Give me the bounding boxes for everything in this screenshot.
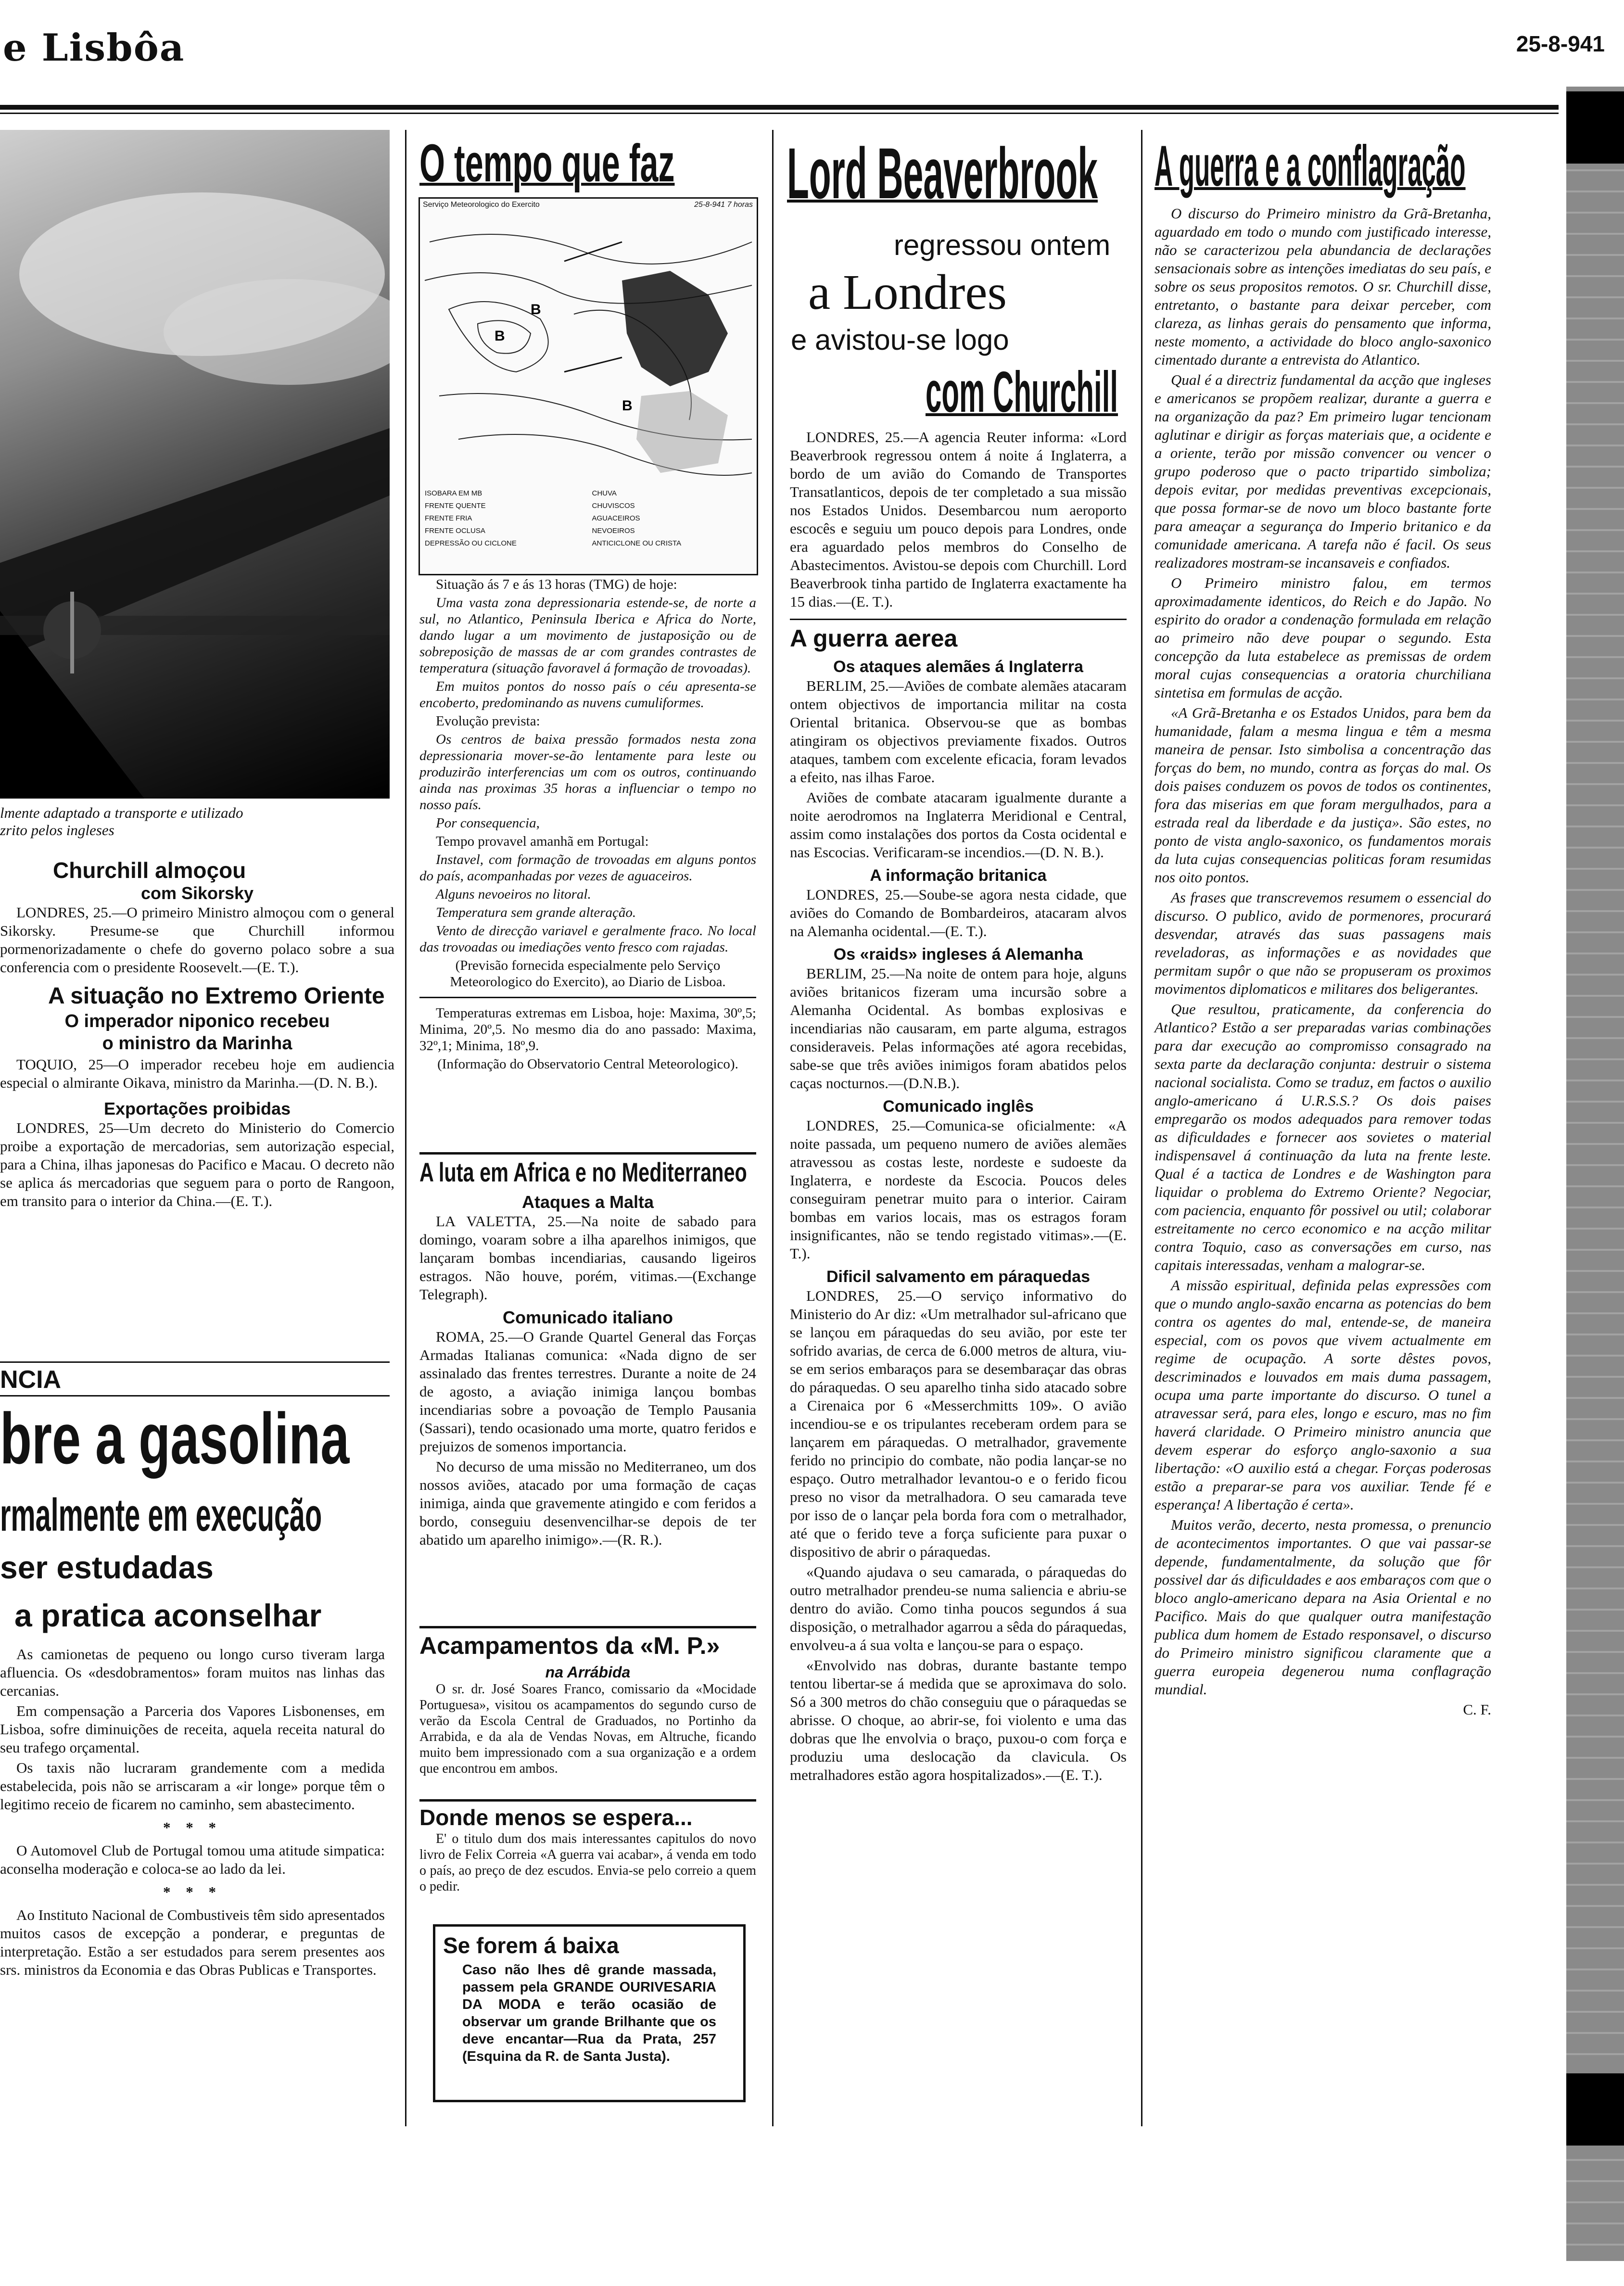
- luta-section: [419, 1156, 756, 1551]
- column-rule-2: [772, 130, 774, 2126]
- salvamento-article-2: «Quando ajudava o seu camarada, o páraquedas do outro metralhador prendeu-se numa saliencia e abriu-se dentro do avião. Como tinha poucos segundos á sua disposição, o metralhador agarrou a sêda do páraquedas, envolveu-a á sua volta e lançou-se para o espaço.: [790, 1563, 1127, 1653]
- isobar-map-icon: [420, 213, 757, 483]
- acampamentos-article: O sr. dr. José Soares Franco, comissario da «Mocidade Portuguesa», visitou os acampamentos do segundo curso de verão da Escola Central de Graduados, no Portinho da Arrabida, e da ala de Vendas Novas, em Altruche, ficando muito bem impressionado com a sua organização e a ordem que encontrou em ambos.: [419, 1682, 756, 1776]
- legend-chuviscos: CHUVISCOS: [592, 502, 635, 510]
- ataques-alemaes-article: BERLIM, 25.—Aviões de combate alemães atacaram ontem objectivos de importancia militar na costa Oriental britanica. Observou-se que as bombas atingiram os objectivos previamente fixados. Outros ataques, tambem com excelente eficacia, foram levados a efeito, nas ilhas Faroe.: [790, 677, 1127, 786]
- churchill-subhead: com Sikorsky: [140, 883, 254, 903]
- beaverbrook-deck-4: com Churchill: [926, 360, 1118, 424]
- gasolina-subheadline: rmalmente em execução: [0, 1489, 322, 1541]
- italiano-article: ROMA, 25.—O Grande Quartel General das Forças Armadas Italianas comunica: «Nada digno de ser assinalado das frentes terrestres. Durante a noite de 24 de agosto, a aviação inimiga lançou bombas incendiarias sobre a povoação de Templo Pausania (Sassari), tendo ocasionado uma morte, quatro feridos e prejuizos de somenos importancia.: [419, 1328, 756, 1455]
- oriente-article: TOQUIO, 25—O imperador recebeu hoje em audiencia especial o almirante Oikava, ministro da Marinha.—(D. N. B.).: [0, 1056, 394, 1091]
- salvamento-subhead: Dificil salvamento em páraquedas: [826, 1268, 1090, 1286]
- baixa-headline: Se forem á baixa: [443, 1933, 619, 1958]
- comunicado-ingles-article: LONDRES, 25.—Comunica-se oficialmente: «A noite passada, um pequeno numero de aviões alemães atravessou as costas leste, nordeste e sudoeste da Inglaterra, e nordeste da Escocia. Poucos deles conseguiram penetrar muito para o interior. Cairam bombas em varios locais, mas os estragos foram insignificantes, não se tendo registado vitimas».—(E. T.).: [790, 1117, 1127, 1262]
- temperaturas-extremas: Temperaturas extremas em Lisboa, hoje: Maxima, 30º,5; Minima, 20º,5. No mesmo dia do ano passado: Maxima, 32º,1; Minima, 18º,9.: [419, 1005, 756, 1054]
- legend-depressao: DEPRESSÃO OU CICLONE: [425, 539, 517, 547]
- editorial-p2: Qual é a directriz fundamental da acção que ingleses e americanos se propõem realizar, durante a guerra e na organização da paz? Em primeiro lugar tencionam aglutinar e dirigir as forças materiais que, a ocidente e a oriente, terão por missão convencer ou vencer o grupo poderoso que o pacto tripartido simboliza; depois evitar, por medidas preventivas excepcionais, que possa formar-se de novo um bloco bastante forte para ameaçar a segurança do Imperio britanico e da comunidade americana. A tarefa não é facil. Os seus realizadores mostram-se incansaveis e confiados.: [1155, 371, 1491, 571]
- legend-isobara: ISOBARA EM MB: [425, 489, 482, 497]
- guerra-conflagracao-headline: A guerra e a conflagração: [1155, 134, 1466, 198]
- situacao-text-2: Em muitos pontos do nosso país o céu apresenta-se encoberto, predominando as nuvens cumuliformes.: [419, 679, 756, 711]
- informacao-britanica-article: LONDRES, 25.—Soube-se agora nesta cidade, que aviões do Comando de Bombardeiros, atacaram alvos na Alemanha ocidental.—(E. T.).: [790, 886, 1127, 940]
- section-rule: [0, 1361, 390, 1363]
- edge-block-top: [1566, 91, 1624, 164]
- legend-aguaceiros: AGUACEIROS: [592, 514, 640, 522]
- rule: [419, 997, 756, 998]
- situacao-intro: Situação ás 7 e ás 13 horas (TMG) de hoje:: [436, 577, 677, 592]
- tempo-article: [419, 576, 756, 1074]
- legend-chuva: CHUVA: [592, 489, 617, 497]
- acampamentos-subhead: na Arrábida: [545, 1664, 631, 1681]
- svg-text:B: B: [531, 302, 541, 318]
- airplane-silhouette-icon: [0, 130, 390, 799]
- donde-rule: [419, 1799, 756, 1802]
- legend-frente-quente: FRENTE QUENTE: [425, 502, 486, 510]
- oriente-headline: A situação no Extremo Oriente: [48, 983, 385, 1009]
- editorial-p7: A missão espiritual, definida pelas expressões com que o mundo anglo-saxão encarna as potencias do bem contra os agentes do mal, entende-se, de maneira especial, com os povos que vivem actualmente em regime de ocupação. A sorte dêstes povos, descriminados e louvados em mais duma passagem, ocupa uma parte importante do discurso. O tunel a atravessar será, para eles, longo e escuro, mas no fim haverá claridade. O Primeiro ministro anuncia que devem esperar do esforço anglo-saxonio a sua libertação: «O auxilio está a chegar. Forças poderosas estão a preparar-se para vos auxiliar. Tende fé e esperança! A libertação é certa».: [1155, 1277, 1491, 1513]
- provavel-litoral: Alguns nevoeiros no litoral.: [436, 887, 591, 902]
- legend-nevoeiros: NEVOEIROS: [592, 527, 635, 535]
- weather-map: [419, 197, 758, 575]
- masthead-date: 25-8-941: [1516, 31, 1605, 56]
- ataques-alemaes-article-2: Aviões de combate atacaram igualmente durante a noite aerodromos na Inglaterra Meridional e Central, assim como instalações dos portos da Costa ocidental e nas Escocias. Verificaram-se incendios.—(D. N. B.).: [790, 789, 1127, 861]
- section-rule-2: [0, 1395, 390, 1397]
- salvamento-article-3: «Envolvido nas dobras, durante bastante tempo tentou libertar-se á medida que se aproximava do solo. Só a 300 metros do chão conseguiu que o páraquedas se abrisse. O choque, ao abrir-se, foi violento e uma das dobras que lhe envolvia o braço, puxou-o com força e produziu uma deslocação da clavicula. Os metralhadores estão agora hospitalizados».—(E. T.).: [790, 1657, 1127, 1783]
- svg-text:B: B: [622, 398, 633, 414]
- raids-subhead: Os «raids» ingleses á Alemanha: [833, 945, 1083, 964]
- editorial-p1: O discurso do Primeiro ministro da Grã-Bretanha, aguardado em todo o mundo com justificado interesse, não se caracterizou pela abundancia de declarações sensacionais sobre as intenções imediatas do seu país, e sobre os seus propositos remotos. O sr. Churchill disse, entretanto, o bastante para deixar perceber, com clareza, as linhas gerais do pensamento que informa, neste momento, a actividade do bloco anglo-saxonico cimentado durante a entrevista do Atlantico.: [1155, 205, 1491, 368]
- informacao-britanica-subhead: A informação britanica: [870, 866, 1047, 885]
- editorial-p8: Muitos verão, decerto, nesta promessa, o prenuncio de acontecimentos importantes. O que vai passar-se depende, fundamentalmente, da solução que fôr possivel dar ás dificuldades e aos embaraços com que o bloco anglo-americano depara na Asia Oriental e no Pacifico. Mais do que qualquer outra manifestação publica dum homem de Estado responsavel, o discurso do Primeiro ministro significou claramente que a guerra europeia degenerou numa conflagração mundial.: [1155, 1516, 1491, 1698]
- gasolina-p3: Os taxis não lucraram grandemente com a medida estabelecida, pois não se arriscaram a «ir longe» porque têm o legitimo receio de ficarem no caminho, sem abastecimento.: [0, 1759, 385, 1813]
- provavel-vento: Vento de direcção variavel e geralmente fraco. No local das trovoadas ou imediações vento fresco com rajadas.: [419, 923, 756, 955]
- column-rule-1: [405, 130, 406, 2126]
- temperaturas-fonte: (Informação do Observatorio Central Meteorologico).: [437, 1056, 738, 1072]
- acampamentos-section: [419, 1632, 756, 1778]
- beaverbrook-deck-1: regressou ontem: [894, 229, 1111, 261]
- column-3: [790, 428, 1127, 1786]
- ncia-fragment: NCIA: [0, 1366, 62, 1394]
- malta-subhead: Ataques a Malta: [521, 1192, 654, 1212]
- exportacoes-subhead: Exportações proibidas: [103, 1099, 291, 1118]
- map-legend: [425, 487, 752, 550]
- comunicado-ingles-subhead: Comunicado inglês: [883, 1097, 1034, 1116]
- editorial-p3: O Primeiro ministro falou, em termos aproximadamente identicos, do Reich e do Japão. No espirito do orador a condenação formulada em relação ao primeiro não deve poupar o segundo. Esta concepção da luta estabelece as premissas de ordem moral cujas consequencias a oratoria churchiliana sintetisa em formulas de acção.: [1155, 574, 1491, 701]
- masthead-title: e Lisbôa: [3, 26, 185, 70]
- masthead: [0, 17, 1624, 85]
- beaverbrook-deck-3: e avistou-se logo: [791, 324, 1009, 356]
- raids-article: BERLIM, 25.—Na noite de ontem para hoje, alguns aviões britanicos fizeram uma incursão sobre a Alemanha Ocidental. As bombas explosivas e incendiarias não causaram, em parte alguma, estragos consideraveis. Pelas informações até agora recebidas, sabe-se que três aviões inimigos foram abatidos pelos caças nocturnos.—(D.N.B.).: [790, 965, 1127, 1092]
- beaverbrook-article: LONDRES, 25.—A agencia Reuter informa: «Lord Beaverbrook regressou ontem á noite á Inglaterra, a bordo de um avião do Comando de Transportes Transatlanticos, depois de ter completado a sua missão nos Estados Unidos. Desembarcou num aeroporto escocês e seguiu um pouco depois para Londres, onde era aguardado pelos membros do Conselho de Abastecimentos. Avistou-se depois com Churchill. Lord Beaverbrook tinha partido de Inglaterra exactamente ha 15 dias.—(E. T.).: [790, 429, 1127, 610]
- churchill-headline: Churchill almoçou: [53, 858, 246, 883]
- editorial-p4: «A Grã-Bretanha e os Estados Unidos, para bem da humanidade, falam a mesma lingua e têm a mesma maneira de pensar. Isto simbolisa a concentração das forças do bem, no mundo, contra as forças do mal. Os dois paises conduzem os povos de todos os continentes, fora das miserias em que foram mergulhados, para a estrada real da liberdade e da justiça». São estes, no ponto de vista anglo-saxonico, os fundamentos morais da luta cujas consequencias politicas foram resumidas nos oito pontos.: [1155, 704, 1491, 886]
- page-edge-shadow: [1566, 87, 1624, 2261]
- donde-article: E' o titulo dum dos mais interessantes capitulos do novo livro de Felix Correia «A guerra vai acabar», á venda em todo o país, ao preço de dez escudos. Envia-se pelo correio a quem o pedir.: [419, 1831, 756, 1894]
- acamp-rule: [419, 1626, 756, 1628]
- stars-divider: * * *: [163, 1883, 222, 1900]
- provavel-label: Tempo provavel amanhã em Portugal:: [436, 834, 649, 849]
- legend-frente-fria: FRENTE FRIA: [425, 514, 472, 522]
- column-rule-3: [1141, 130, 1142, 2126]
- donde-headline: Donde menos se espera...: [419, 1805, 693, 1830]
- legend-anticiclone: ANTICICLONE OU CRISTA: [592, 539, 682, 547]
- baixa-ad-text: Caso não lhes dê grande massada, passem pela GRANDE OURIVESARIA DA MODA e terão ocasião de observar um grande Brilhante que os deve encantar—Rua da Prata, 257 (Esquina da R. de Santa Justa).: [462, 1962, 716, 2064]
- gasolina-deck-1: ser estudadas: [0, 1549, 214, 1585]
- gasolina-article: [0, 1645, 385, 1981]
- oriente-subhead: O imperador niponico recebeu o ministro da Marinha: [64, 1011, 330, 1054]
- previsao-fonte: (Previsão fornecida especialmente pelo Serviço Meteorologico do Exercito), ao Diario de Lisboa.: [450, 958, 726, 990]
- gasolina-p1: As camionetas de pequeno ou longo curso tiveram larga afluencia. Os «desdobramentos» foram muitos nas linhas das cercanias.: [0, 1646, 385, 1699]
- column-4: [1155, 204, 1491, 1721]
- beaverbrook-deck-2: a Londres: [808, 265, 1007, 320]
- masthead-rule-thin: [0, 113, 1559, 114]
- evolucao-text: Os centros de baixa pressão formados nesta zona depressionaria mover-se-ão lentamente para leste ou produzirão interferencias um com os outros, continuando ainda nas proximas 35 horas a influenciar o tempo no nosso país.: [419, 732, 756, 813]
- gasolina-headline: bre a gasolina: [0, 1398, 350, 1479]
- provavel-text: Instavel, com formação de trovoadas em alguns pontos do país, acompanhadas por vezes de aguaceiros.: [419, 852, 756, 884]
- rule: [790, 619, 1127, 620]
- photo-caption: lmente adaptado a transporte e utilizado zrito pelos ingleses: [0, 804, 243, 838]
- malta-article: LA VALETTA, 25.—Na noite de sabado para domingo, voaram sobre a ilha aparelhos inimigos, que lançaram bombas incendiarias, causando ligeiros estragos. Não houve, porém, vitimas.—(Exchange Telegraph).: [419, 1213, 756, 1303]
- legend-frente-oclusa: FRENTE OCLUSA: [425, 527, 485, 535]
- situacao-text: Uma vasta zona depressionaria estende-se, de norte a sul, no Atlantico, Peninsula Iberica e Africa do Norte, dando lugar a um movimento de justaposição ou de sobreposição de massas de ar com grandes contrastes de temperatura (situação favoravel á formação de trovoadas).: [419, 595, 756, 676]
- tempo-headline: O tempo que faz: [419, 134, 675, 193]
- editorial-p5: As frases que transcrevemos resumem o essencial do discurso. O publico, avido de pormenores, procurará desvendar, através das suas passagens mais reveladoras, as informações e as novidades que permitam supôr o que não se propuseram os proximos movimentos diplomaticos e militares dos beligerantes.: [1155, 889, 1491, 997]
- map-header-right: 25-8-941 7 horas: [694, 201, 753, 209]
- luta-rule: [419, 1152, 756, 1155]
- column-1: [0, 856, 394, 1212]
- churchill-article: LONDRES, 25.—O primeiro Ministro almoçou com o general Sikorsky. Presume-se que Churchill informou pormenorizadamente o chefe do governo polaco sobre a sua conferencia com o presidente Roosevelt.—(E. T.).: [0, 904, 394, 976]
- edge-block-bottom: [1566, 2073, 1624, 2146]
- airplane-photo: [0, 130, 390, 799]
- svg-text:B: B: [495, 328, 505, 344]
- editorial-signature: C. F.: [1463, 1701, 1491, 1718]
- exportacoes-article: LONDRES, 25—Um decreto do Ministerio do Comercio proibe a exportação de mercadorias, sem autorização especial, para a China, ilhas japonesas do Pacifico e Macau. O decreto não se aplica ás mercadorias que seguem para o porto de Rangoon, em transito para o interior da China.—(E. T.).: [0, 1119, 394, 1209]
- donde-section: [419, 1804, 756, 1896]
- ataques-alemaes-subhead: Os ataques alemães á Inglaterra: [833, 658, 1083, 676]
- ad-box: [433, 1924, 746, 2102]
- gasolina-p5: Ao Instituto Nacional de Combustiveis têm sido apresentados muitos casos de excepção a ponderar, e preguntas de interpretação. Estão a ser estudados para serem presentes aos srs. ministros da Economia e das Obras Publicas e Transportes.: [0, 1906, 385, 1978]
- gasolina-p4: O Automovel Club de Portugal tomou uma atitude simpatica: aconselha moderação e coloca-se ao lado da lei.: [0, 1842, 385, 1877]
- editorial-p6: Que resultou, praticamente, da conferencia do Atlantico? Estão a ser preparadas varias combinações para dar execução ao compromisso consagrado na sexta parte da declaração conjunta: destruir o sistema nacional socialista. Como se traduz, em factos o auxilio anglo-americano á U.R.S.S.? Os dois paises empregarão os modos adequados para remover todas as dificuldades e fornecer aos sovietes o material indispensavel á continuação da luta na frente leste. Qual é a tactica de Londres e de Washington para liquidar o problema do Extremo Oriente? Negociar, com paciencia, enquanto fôr possivel ou util; colaborar estreitamente no cerco economico e na acção militar contra Toquio, caso as conversações em curso, nas capitais interessadas, venham a malograr-se.: [1155, 1001, 1491, 1273]
- beaverbrook-headline: Lord Beaverbrook: [787, 133, 1098, 214]
- evolucao-label: Evolução prevista:: [436, 713, 540, 729]
- guerra-aerea-headline: A guerra aerea: [790, 625, 958, 652]
- masthead-rule: [0, 105, 1559, 110]
- gasolina-p2: Em compensação a Parceria dos Vapores Lisbonenses, em Lisboa, sofre diminuições de receita, aquela receita natural do seu trafego orçamental.: [0, 1702, 385, 1756]
- provavel-temperatura: Temperatura sem grande alteração.: [436, 905, 636, 920]
- stars-divider: * * *: [163, 1819, 222, 1836]
- italiano-subhead: Comunicado italiano: [502, 1308, 673, 1327]
- por-consequencia: Por consequencia,: [436, 815, 540, 831]
- gasolina-deck-2: a pratica aconselhar: [14, 1598, 322, 1633]
- salvamento-article: LONDRES, 25.—O serviço informativo do Ministerio do Ar diz: «Um metralhador sul-africano que se lançou em páraquedas do seu avião, por este ter sofrido avarias, de cerca de 6.000 metros de altura, viu-se em serios embaraços para se desembaraçar das obras do páraquedas. O seu aparelho tinha sido atacado sobre a Cirenaica por 6 «Messerchmitts 109». O avião incendiou-se e os tripulantes receberam ordem para se lançarem em páraquedas. O metralhador, gravemente ferido no principio do combate, não podia lançar-se no espaço. Outro metralhador levantou-o e o ferido ficou preso no visor da metralhadora. O seu camarada teve por isso de o lançar pela borda fora com o metralhador, até que o ferido teve a força suficiente para puxar o dispositivo de abrir o páraquedas.: [790, 1287, 1127, 1560]
- luta-headline: A luta em Africa e no Mediterraneo: [419, 1157, 747, 1187]
- map-header-left: Serviço Meteorologico do Exercito: [423, 201, 540, 209]
- italiano-article-2: No decurso de uma missão no Mediterraneo, um dos nossos aviões, atacado por uma formação de caças inimiga, ainda que gravemente atingido e com feridos a bordo, conseguiu desenvencilhar-se depois de ter abatido um aparelho inimigo».—(R. R.).: [419, 1458, 756, 1548]
- acampamentos-headline: Acampamentos da «M. P.»: [419, 1632, 720, 1659]
